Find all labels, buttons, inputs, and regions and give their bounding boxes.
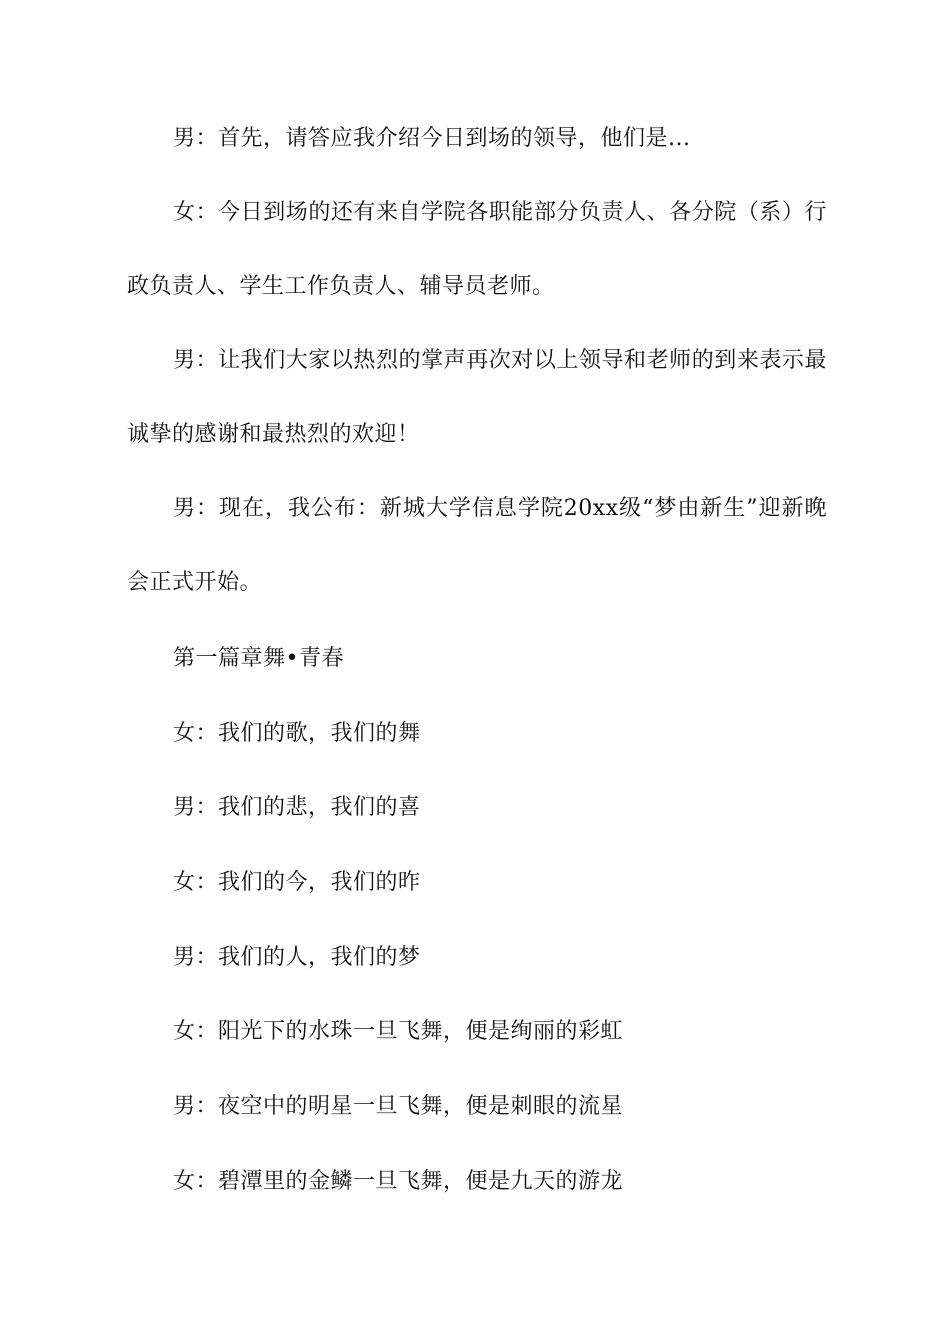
dialogue-line-3: 女：我们的今，我们的昨 [173, 870, 421, 895]
section-heading: 第一篇章舞•青春 [173, 646, 344, 671]
paragraph-3: 男：让我们大家以热烈的掌声再次对以上领导和老师的到来表示最诚挚的感谢和最热烈的欢迎！ [127, 348, 827, 447]
dialogue-line-7: 女：碧潭里的金鳞一旦飞舞，便是九天的游龙 [173, 1169, 624, 1194]
dialogue-line-1: 女：我们的歌，我们的舞 [173, 721, 421, 746]
dialogue-line-5: 女：阳光下的水珠一旦飞舞，便是绚丽的彩虹 [173, 1019, 624, 1044]
dialogue-line-2: 男：我们的悲，我们的喜 [173, 795, 421, 820]
paragraph-4: 男：现在，我公布：新城大学信息学院20xx级“梦由新生”迎新晚会正式开始。 [127, 496, 827, 595]
paragraph-1: 男：首先，请答应我介绍今日到场的领导，他们是... [173, 126, 691, 151]
dialogue-line-6: 男：夜空中的明星一旦飞舞，便是刺眼的流星 [173, 1094, 624, 1119]
dialogue-line-4: 男：我们的人，我们的梦 [173, 945, 421, 970]
paragraph-2: 女：今日到场的还有来自学院各职能部分负责人、各分院（系）行政负责人、学生工作负责人、辅导员老师。 [127, 200, 827, 299]
